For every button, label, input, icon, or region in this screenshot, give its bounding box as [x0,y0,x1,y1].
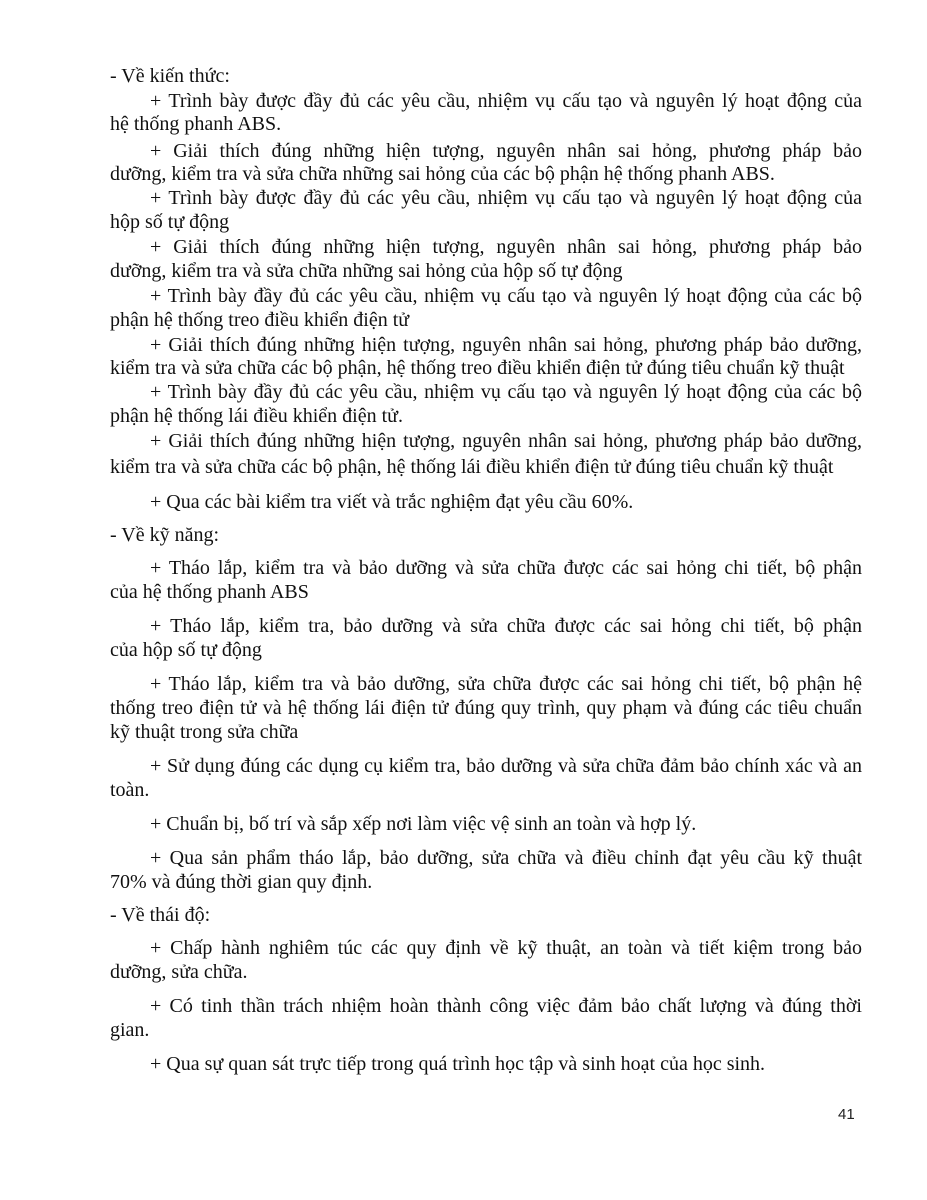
page-number: 41 [838,1106,855,1123]
text-line: toàn. [110,779,150,801]
text-line: + Trình bày đầy đủ các yêu cầu, nhiệm vụ cấu tạo và nguyên lý hoạt động của các bộ [150,285,862,307]
text-line: + Qua sản phẩm tháo lắp, bảo dưỡng, sửa chữa và điều chỉnh đạt yêu cầu kỹ thuật [150,847,862,869]
text-line: dưỡng, kiểm tra và sửa chữa những sai hỏng của các bộ phận hệ thống phanh ABS. [110,163,775,185]
text-line: + Trình bày được đầy đủ các yêu cầu, nhiệm vụ cấu tạo và nguyên lý hoạt động của [150,187,862,209]
text-line: của hộp số tự động [110,639,262,661]
text-line: phận hệ thống treo điều khiển điện tử [110,309,410,331]
text-line: dưỡng, sửa chữa. [110,961,248,983]
text-line: + Trình bày đầy đủ các yêu cầu, nhiệm vụ cấu tạo và nguyên lý hoạt động của các bộ [150,381,862,403]
text-line: + Qua các bài kiểm tra viết và trắc nghiệm đạt yêu cầu 60%. [150,491,634,513]
text-line: kiểm tra và sửa chữa các bộ phận, hệ thống treo điều khiển điện tử đúng tiêu chuẩn kỹ thuật [110,357,845,379]
text-line: + Giải thích đúng những hiện tượng, nguyên nhân sai hỏng, phương pháp bảo dưỡng, [150,430,862,452]
text-line: kiểm tra và sửa chữa các bộ phận, hệ thống lái điều khiển điện tử đúng tiêu chuẩn kỹ thuật [110,456,834,478]
text-line: + Tháo lắp, kiểm tra và bảo dưỡng, sửa chữa được các sai hỏng chi tiết, bộ phận hệ [150,673,862,695]
text-line: kỹ thuật trong sửa chữa [110,721,299,743]
text-line: + Giải thích đúng những hiện tượng, nguyên nhân sai hỏng, phương pháp bảo [150,236,862,258]
text-line: - Về kiến thức: [110,65,230,87]
text-line: + Qua sự quan sát trực tiếp trong quá trình học tập và sinh hoạt của học sinh. [150,1053,766,1075]
text-line: hộp số tự động [110,211,230,233]
text-line: + Có tinh thần trách nhiệm hoàn thành công việc đảm bảo chất lượng và đúng thời [150,995,862,1017]
text-line: + Giải thích đúng những hiện tượng, nguyên nhân sai hỏng, phương pháp bảo [150,140,862,162]
text-line: + Trình bày được đầy đủ các yêu cầu, nhiệm vụ cấu tạo và nguyên lý hoạt động của [150,90,862,112]
text-line: thống treo điện tử và hệ thống lái điện tử đúng quy trình, quy phạm và đúng các tiêu chuẩn [110,697,862,719]
text-line: - Về kỹ năng: [110,524,220,546]
text-line: dưỡng, kiểm tra và sửa chữa những sai hỏng của hộp số tự động [110,260,623,282]
text-line: 70% và đúng thời gian quy định. [110,871,373,893]
text-line: hệ thống phanh ABS. [110,113,282,135]
text-line: + Tháo lắp, kiểm tra và bảo dưỡng và sửa chữa được các sai hỏng chi tiết, bộ phận [150,557,862,579]
text-line: + Sử dụng đúng các dụng cụ kiểm tra, bảo dưỡng và sửa chữa đảm bảo chính xác và an [150,755,862,777]
text-line: + Giải thích đúng những hiện tượng, nguyên nhân sai hỏng, phương pháp bảo dưỡng, [150,334,862,356]
text-line: của hệ thống phanh ABS [110,581,309,603]
text-line: - Về thái độ: [110,904,211,926]
text-line: phận hệ thống lái điều khiển điện tử. [110,405,403,427]
text-line: + Chuẩn bị, bố trí và sắp xếp nơi làm việc vệ sinh an toàn và hợp lý. [150,813,697,835]
text-line: gian. [110,1019,150,1041]
text-line: + Chấp hành nghiêm túc các quy định về kỹ thuật, an toàn và tiết kiệm trong bảo [150,937,862,959]
text-line: + Tháo lắp, kiểm tra, bảo dưỡng và sửa chữa được các sai hỏng chi tiết, bộ phận [150,615,862,637]
